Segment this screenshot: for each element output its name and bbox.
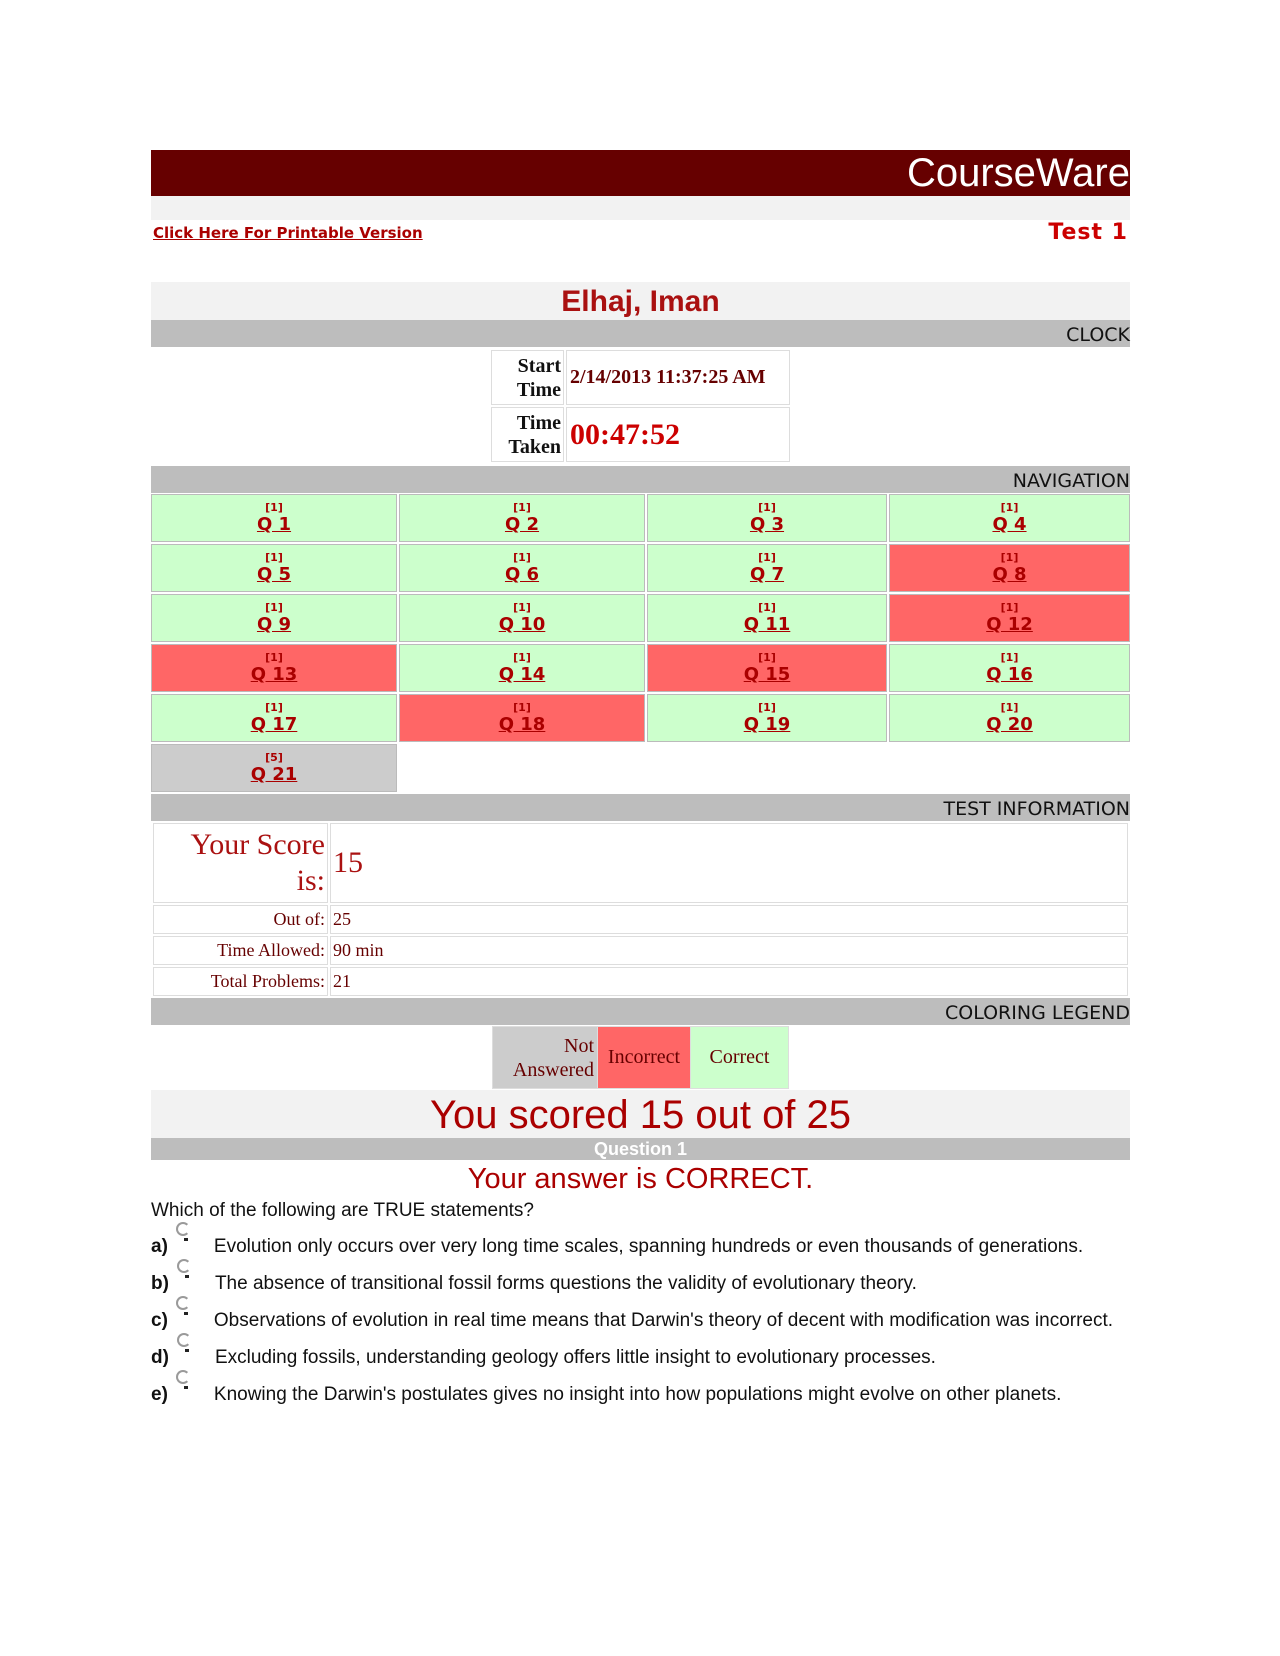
choice-b (151, 1269, 1130, 1296)
choice-text: Observations of evolution in real time means that Darwin's theory of decent with modification was incorrect. (213, 1310, 1114, 1331)
test-name: Test 1 (1048, 220, 1128, 245)
choice-letter: b) (151, 1273, 169, 1294)
question-link[interactable]: Q 7 (749, 564, 785, 585)
question-points: [1] (1000, 551, 1019, 564)
nav-question-8[interactable] (889, 544, 1130, 592)
question-link[interactable]: Q 14 (498, 664, 546, 685)
question-points: [1] (1000, 701, 1019, 714)
section-coloring-legend: COLORING LEGEND (151, 998, 1130, 1025)
choice-letter: d) (151, 1347, 169, 1368)
question-link[interactable]: Q 16 (986, 664, 1033, 685)
question-points: [1] (758, 551, 776, 564)
printable-version-link[interactable]: Click Here For Printable Version (153, 224, 423, 242)
question-link[interactable]: Q 3 (749, 514, 785, 535)
question-points: [1] (513, 701, 531, 714)
nav-question-15[interactable] (647, 644, 887, 692)
question-points: [1] (265, 551, 283, 564)
question-points: [1] (1000, 501, 1019, 514)
question-points: [1] (1000, 601, 1019, 614)
question-link[interactable]: Q 19 (743, 714, 791, 735)
score-summary: You scored 15 out of 25 (151, 1090, 1130, 1138)
nav-question-3[interactable] (647, 494, 887, 542)
section-clock: CLOCK (151, 320, 1130, 347)
legend-incorrect: Incorrect (598, 1027, 691, 1089)
score-value: 15 (330, 823, 1128, 903)
question-link[interactable]: Q 8 (992, 564, 1027, 585)
coloring-legend (492, 1026, 789, 1089)
nav-question-11[interactable] (647, 594, 887, 642)
start-time-label: Start Time (491, 350, 564, 405)
question-points: [1] (513, 601, 531, 614)
choice-letter: c) (151, 1310, 168, 1331)
choice-text: Excluding fossils, understanding geology offers little insight to evolutionary processes. (214, 1347, 936, 1368)
radio-button-icon[interactable] (175, 1343, 197, 1365)
question-points: [1] (265, 601, 283, 614)
choice-c (151, 1306, 1130, 1333)
question-points: [1] (758, 701, 776, 714)
courseware-page (151, 150, 1130, 1407)
question-points: [1] (265, 701, 283, 714)
time-allowed-value: 90 min (330, 936, 1128, 965)
question-link[interactable]: Q 2 (504, 514, 540, 535)
question-link[interactable]: Q 6 (504, 564, 540, 585)
header-spacer (151, 196, 1130, 220)
nav-question-7[interactable] (647, 544, 887, 592)
choice-letter: a) (151, 1236, 168, 1257)
time-taken-value: 00:47:52 (566, 407, 790, 462)
question-link[interactable]: Q 12 (986, 614, 1033, 635)
section-navigation: NAVIGATION (151, 466, 1130, 493)
question-link[interactable]: Q 11 (743, 614, 791, 635)
out-of-value: 25 (330, 905, 1128, 934)
start-time-value: 2/14/2013 11:37:25 AM (566, 350, 790, 405)
test-information-table (151, 821, 1130, 998)
question-points: [1] (758, 501, 776, 514)
nav-question-16[interactable] (889, 644, 1130, 692)
radio-button-icon[interactable] (174, 1380, 196, 1402)
score-label: Your Score is: (153, 823, 328, 903)
time-allowed-label: Time Allowed: (153, 936, 328, 965)
question-points: [1] (758, 651, 776, 664)
question-points: [1] (265, 501, 283, 514)
question-link[interactable]: Q 1 (256, 514, 292, 535)
choice-letter: e) (151, 1384, 168, 1405)
answer-choices (151, 1232, 1130, 1407)
nav-question-10[interactable] (399, 594, 645, 642)
question-link[interactable]: Q 9 (256, 614, 292, 635)
nav-question-18[interactable] (399, 694, 645, 742)
question-points: [1] (265, 651, 283, 664)
legend-correct: Correct (691, 1027, 789, 1089)
choice-text: Knowing the Darwin's postulates gives no insight into how populations might evolve on other planets. (213, 1384, 1062, 1405)
brand-banner: CourseWare (151, 150, 1130, 196)
nav-question-1[interactable] (151, 494, 397, 542)
question-points: [1] (1000, 651, 1019, 664)
choice-a (151, 1232, 1130, 1259)
nav-question-4[interactable] (889, 494, 1130, 542)
question-points: [1] (758, 601, 776, 614)
section-test-information: TEST INFORMATION (151, 794, 1130, 821)
total-problems-label: Total Problems: (153, 967, 328, 996)
question-link[interactable]: Q 17 (250, 714, 298, 735)
question-navigation-grid (151, 494, 1130, 792)
question-points: [1] (513, 501, 531, 514)
question-link[interactable]: Q 20 (986, 714, 1033, 735)
choice-text: Evolution only occurs over very long time scales, spanning hundreds or even thousands of generations. (213, 1236, 1084, 1257)
question-link[interactable]: Q 15 (743, 664, 791, 685)
nav-question-5[interactable] (151, 544, 397, 592)
nav-question-2[interactable] (399, 494, 645, 542)
nav-question-12[interactable] (889, 594, 1130, 642)
radio-button-icon[interactable] (175, 1269, 197, 1291)
nav-question-19[interactable] (647, 694, 887, 742)
clock-table (489, 348, 792, 464)
nav-question-9[interactable] (151, 594, 397, 642)
choice-d (151, 1343, 1130, 1370)
question-link[interactable]: Q 13 (250, 664, 298, 685)
student-name: Elhaj, Iman (151, 282, 1130, 320)
question-points: [5] (265, 751, 283, 764)
nav-question-6[interactable] (399, 544, 645, 592)
question-points: [1] (513, 551, 531, 564)
nav-question-14[interactable] (399, 644, 645, 692)
question-prompt: Which of the following are TRUE statements? (151, 1200, 534, 1221)
nav-question-21[interactable] (151, 744, 397, 792)
question-link[interactable]: Q 10 (498, 614, 546, 635)
nav-question-20[interactable] (889, 694, 1130, 742)
radio-button-icon[interactable] (174, 1232, 196, 1254)
total-problems-value: 21 (330, 967, 1128, 996)
question-link[interactable]: Q 21 (250, 764, 298, 785)
question-link[interactable]: Q 4 (992, 514, 1027, 535)
header-row (151, 220, 1130, 250)
question-points: [1] (513, 651, 531, 664)
time-taken-label: Time Taken (491, 407, 564, 462)
question-title: Question 1 (151, 1138, 1130, 1160)
nav-question-17[interactable] (151, 694, 397, 742)
out-of-label: Out of: (153, 905, 328, 934)
question-link[interactable]: Q 5 (256, 564, 292, 585)
radio-button-icon[interactable] (174, 1306, 196, 1328)
choice-e (151, 1380, 1130, 1407)
question-link[interactable]: Q 18 (498, 714, 546, 735)
answer-verdict: Your answer is CORRECT. (467, 1163, 814, 1195)
legend-not-answered: Not Answered (493, 1027, 598, 1089)
choice-text: The absence of transitional fossil forms questions the validity of evolutionary theory. (214, 1273, 917, 1294)
nav-question-13[interactable] (151, 644, 397, 692)
